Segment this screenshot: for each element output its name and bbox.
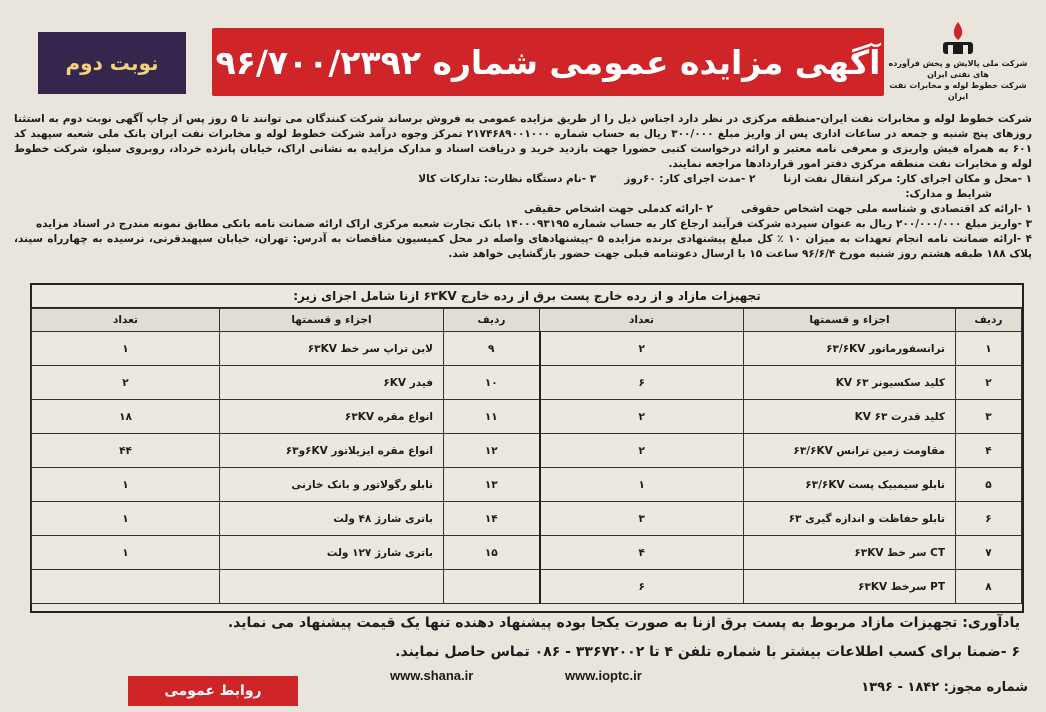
org-name-line2: شرکت خطوط لوله و مخابرات نفت ایران: [889, 81, 1027, 101]
header-part-right: اجزاء و قسمتها: [744, 309, 956, 332]
part-name-right: کلید قدرت ۶۳ KV: [744, 400, 956, 434]
condition-4: ۴ -ارائه ضمانت نامه انجام تعهدات به میزان ۱۰ ٪ کل مبلغ پیشنهادی برنده مزایده ۵ -پیشنهادهای واصله در محل کمیسیون مناقصات به آدرس: تهران، خیابان سپهبدقرنی، نرسیده به چهارراه سپند، پلاک ۱۸۸ طبقه هشتم روز شنبه مورخ ۹۶/۶/۴ ساعت ۱۵ با ارسال دعوتنامه قبلی جهت حضور بازگشایی خواهد شد.: [14, 233, 1032, 260]
table-row: [32, 332, 1022, 366]
part-count-left: [32, 570, 220, 604]
part-count-right: ۶: [540, 366, 744, 400]
table-row: [32, 400, 1022, 434]
header-count-left: تعداد: [32, 309, 220, 332]
row-number-right: ۳: [956, 400, 1022, 434]
part-name-right: تابلو حفاظت و اندازه گیری ۶۳: [744, 502, 956, 536]
part-name-left: [220, 570, 444, 604]
row-number-right: ۱: [956, 332, 1022, 366]
header-part-left: اجزاء و قسمتها: [220, 309, 444, 332]
part-name-right: تابلو سیمبیک پست ۶۳/۶KV: [744, 468, 956, 502]
reminder-note: یادآوری: تجهیزات مازاد مربوط به پست برق ازنا به صورت یکجا بوده پیشنهاد دهنده تنها یک قیمت پیشنهاد می نماید.: [227, 615, 1020, 631]
permit-number: شماره مجوز: ۱۸۴۲ - ۱۳۹۶: [861, 680, 1028, 695]
part-count-left: ۱: [32, 536, 220, 570]
intro-paragraph: شرکت خطوط لوله و مخابرات نفت ایران-منطقه مرکزی در نظر دارد اجناس ذیل را از طریق مزایده عمومی به فروش برساند شرکت کنندگان می توانند تا ۵ روز پس از چاپ آگهی نوبت دوم به استثنا روزهای پنج شنبه و جمعه در ساعات اداری پس از واریز مبلغ ۳۰۰/۰۰۰ ریال به حساب شماره ۲۱۷۴۶۸۹۰۰۱۰۰۰ تمرکز وجوه درآمد شرکت خطوط لوله و مخابرات نفت ایران بانک ملی شعبه سپهبد کد ۶۰۱ به همراه فیش واریزی و معرفی نامه معتبر و ارائه درخواست کتبی حضورا جهت بازدید خرید و دریافت اسناد و مدارک مزایده به نشانی اراک، خیابان پانزده خرداد، روبروی سیلو، شرکت خطوط لوله و مخابرات نفت منطقه مرکزی دفتر امور قراردادها مراجعه نمایند.: [14, 113, 1033, 170]
website-shana[interactable]: www.shana.ir: [390, 668, 474, 683]
part-count-left: ۲: [32, 366, 220, 400]
header-row-left: ردیف: [444, 309, 540, 332]
part-name-left: تابلو رگولاتور و بانک خازنی: [220, 468, 444, 502]
row-number-left: ۱۱: [444, 400, 540, 434]
part-name-left: باتری شارژ ۱۲۷ ولت: [220, 536, 444, 570]
row-number-left: ۹: [444, 332, 540, 366]
table-row: [32, 366, 1022, 400]
header-row-right: ردیف: [956, 309, 1022, 332]
header-count-right: تعداد: [540, 309, 744, 332]
part-count-right: ۲: [540, 400, 744, 434]
part-count-right: ۱: [540, 468, 744, 502]
table-row: [32, 536, 1022, 570]
row-number-right: ۸: [956, 570, 1022, 604]
row-number-right: ۷: [956, 536, 1022, 570]
condition-1: ۱ -ارائه کد اقتصادی و شناسه ملی جهت اشخاص حقوقی: [740, 203, 1032, 215]
table-header-row: [32, 309, 1022, 332]
conditions-heading: شرایط و مدارک:: [905, 188, 992, 200]
part-count-right: ۳: [540, 502, 744, 536]
part-count-right: ۲: [540, 434, 744, 468]
row-number-left: ۱۵: [444, 536, 540, 570]
equipment-table: [30, 283, 1024, 613]
table-row: [32, 468, 1022, 502]
part-count-left: ۱: [32, 468, 220, 502]
row-number-left: ۱۴: [444, 502, 540, 536]
org-name-line1: شرکت ملی پالایش و پخش فرآورده های نفتی ایران: [888, 59, 1028, 79]
work-supervisor: ۳ -نام دستگاه نظارت: تدارکات کالا: [418, 173, 597, 185]
row-number-left: ۱۰: [444, 366, 540, 400]
equipment-grid: [31, 308, 1022, 604]
header: [10, 10, 1036, 110]
part-count-right: ۴: [540, 536, 744, 570]
part-name-right: کلید سکسیونر ۶۳ KV: [744, 366, 956, 400]
row-number-right: ۶: [956, 502, 1022, 536]
website-ioptc[interactable]: www.ioptc.ir: [565, 668, 642, 683]
company-logo-icon: [939, 20, 977, 58]
notice-title: آگهی مزایده عمومی شماره ۹۶/۷۰۰/۲۳۹۲: [212, 28, 884, 96]
company-logo-block: [888, 20, 1028, 106]
row-number-left: ۱۳: [444, 468, 540, 502]
row-number-left: ۱۲: [444, 434, 540, 468]
part-name-left: فیدر ۶KV: [220, 366, 444, 400]
notice-body: [14, 112, 1032, 262]
part-name-left: انواع مقره ایزیلاتور ۶KVو۶۳: [220, 434, 444, 468]
footer: [10, 666, 1036, 710]
part-name-right: ترانسفورماتور ۶۳/۶KV: [744, 332, 956, 366]
table-row: [32, 502, 1022, 536]
part-count-right: ۶: [540, 570, 744, 604]
table-caption: تجهیزات مازاد و از رده خارج پست برق از رده خارج ۶۳KV ازنا شامل اجزای زیر:: [32, 285, 1022, 308]
part-count-left: ۴۴: [32, 434, 220, 468]
table-row: [32, 570, 1022, 604]
row-number-right: ۴: [956, 434, 1022, 468]
part-name-right: مقاومت زمین ترانس ۶۳/۶KV: [744, 434, 956, 468]
part-name-left: باتری شارژ ۴۸ ولت: [220, 502, 444, 536]
part-count-left: ۱: [32, 332, 220, 366]
part-count-left: ۱: [32, 502, 220, 536]
work-info-row: [14, 172, 1032, 187]
condition-2: ۲ -ارائه کدملی جهت اشخاص حقیقی: [524, 203, 713, 215]
part-count-left: ۱۸: [32, 400, 220, 434]
part-name-right: PT سرخط ۶۳KV: [744, 570, 956, 604]
work-location: ۱ -محل و مکان اجرای کار: مرکز انتقال نفت ازنا: [783, 173, 1032, 185]
work-duration: ۲ -مدت اجرای کار: ۶۰روز: [624, 173, 756, 185]
round-badge: نوبت دوم: [38, 32, 186, 94]
part-name-right: CT سر خط ۶۳KV: [744, 536, 956, 570]
part-count-right: ۲: [540, 332, 744, 366]
part-name-left: لاین تراپ سر خط ۶۳KV: [220, 332, 444, 366]
row-number-right: ۵: [956, 468, 1022, 502]
conditions-row: [14, 202, 1032, 217]
part-name-left: انواع مقره ۶۳KV: [220, 400, 444, 434]
public-relations-badge: روابط عمومی: [128, 676, 298, 706]
row-number-left: [444, 570, 540, 604]
contact-info: ۶ -ضمنا برای کسب اطلاعات بیشتر با شماره تلفن ۴ تا ۳۳۶۷۲۰۰۲ - ۰۸۶ تماس حاصل نمایند.: [395, 644, 1020, 660]
row-number-right: ۲: [956, 366, 1022, 400]
table-row: [32, 434, 1022, 468]
condition-3: ۳ -واریز مبلغ ۲۰۰/۰۰۰/۰۰۰ ریال به عنوان سپرده شرکت فرآیند ارجاع کار به حساب شماره ۱۴۰۰۰۹۳۱۹۵ بانک تجارت شعبه مرکزی اراک ارائه ضمانت نامه بانکی مطابق نمونه مندرج در اسناد مزایده: [36, 218, 1032, 230]
